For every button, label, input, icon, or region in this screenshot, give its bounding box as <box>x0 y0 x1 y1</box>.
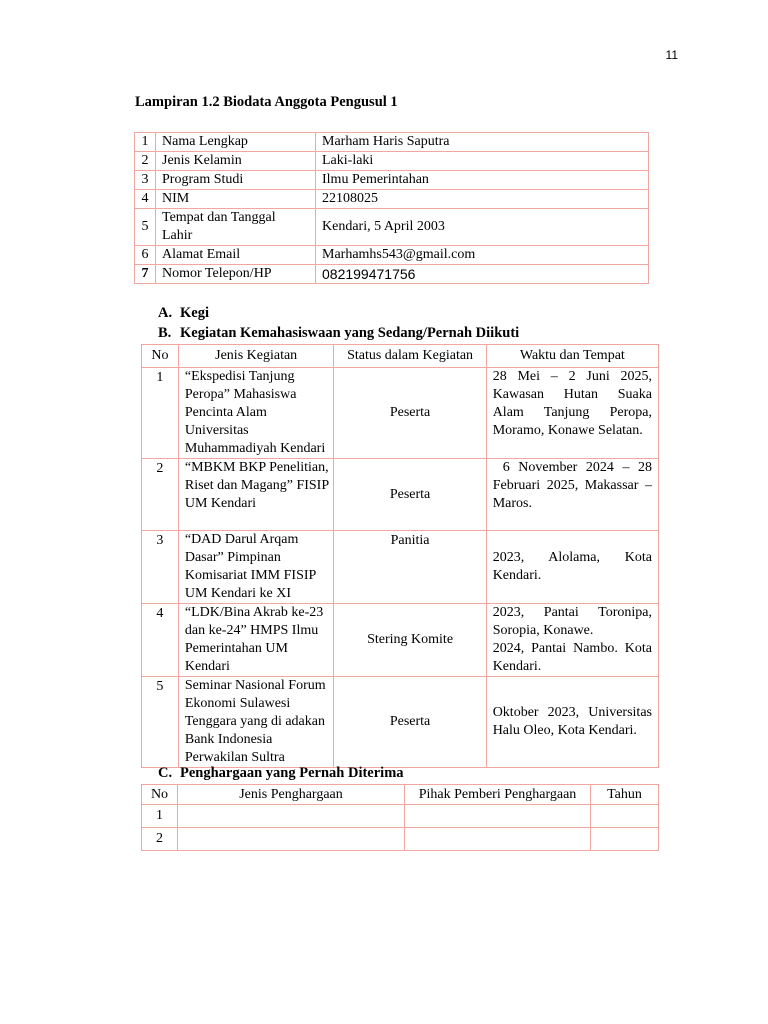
section-letter: A. <box>158 305 173 321</box>
penghargaan-table <box>141 784 659 851</box>
row-number: 4 <box>135 190 156 209</box>
activity-type: “Ekspedisi Tanjung Peropa” Mahasiswa Pencinta Alam Universitas Muhammadiyah Kendari <box>178 368 334 459</box>
award-year <box>591 828 659 851</box>
column-header: Jenis Kegiatan <box>178 345 334 368</box>
activity-type: “DAD Darul Arqam Dasar” Pimpinan Komisariat IMM FISIP UM Kendari ke XI <box>178 531 334 604</box>
table-header-row <box>142 345 659 368</box>
biodata-row <box>135 133 649 152</box>
award-year <box>591 805 659 828</box>
activity-time-place: 2023, Alolama, Kota Kendari. <box>486 531 658 604</box>
award-giver <box>405 805 591 828</box>
column-header: Pihak Pemberi Penghargaan <box>405 785 591 805</box>
activity-time-place <box>486 604 658 677</box>
table-row <box>142 531 659 604</box>
activity-time-place: 28 Mei – 2 Juni 2025, Kawasan Hutan Suaka Alam Tanjung Peropa, Moramo, Konawe Selatan. <box>486 368 658 459</box>
row-number: 5 <box>135 209 156 246</box>
section-title: Kegiatan Kemahasiswaan yang Sedang/Pernah Diikuti <box>180 325 520 341</box>
row-number: 2 <box>142 459 179 531</box>
activity-status: Peserta <box>334 677 486 768</box>
row-number: 6 <box>135 246 156 265</box>
section-heading-a <box>158 305 209 322</box>
activity-time-place-line: 2023, Pantai Toronipa, Soropia, Konawe. <box>492 605 652 638</box>
page-number: 11 <box>665 48 678 62</box>
activity-time-place: Oktober 2023, Universitas Halu Oleo, Kota Kendari. <box>486 677 658 768</box>
activity-status: Peserta <box>334 368 486 459</box>
activity-status: Stering Komite <box>334 604 486 677</box>
award-giver <box>405 828 591 851</box>
table-header-row <box>142 785 659 805</box>
column-header: Jenis Penghargaan <box>178 785 405 805</box>
field-label: Nama Lengkap <box>156 133 316 152</box>
biodata-row <box>135 246 649 265</box>
row-number: 3 <box>135 171 156 190</box>
field-label: NIM <box>156 190 316 209</box>
field-value: Marhamhs543@gmail.com <box>316 246 649 265</box>
table-row <box>142 805 659 828</box>
activity-time-place-line: 2024, Pantai Nambo. Kota Kendari. <box>492 641 652 674</box>
row-number: 5 <box>142 677 179 768</box>
field-value: Kendari, 5 April 2003 <box>316 209 649 246</box>
field-label: Jenis Kelamin <box>156 152 316 171</box>
table-row <box>142 828 659 851</box>
table-row <box>142 368 659 459</box>
table-row <box>142 677 659 768</box>
row-number: 2 <box>142 828 178 851</box>
section-title: Penghargaan yang Pernah Diterima <box>180 765 404 781</box>
biodata-row <box>135 209 649 246</box>
award-type <box>178 805 405 828</box>
column-header: Waktu dan Tempat <box>486 345 658 368</box>
section-letter: B. <box>158 325 172 341</box>
row-number: 1 <box>142 805 178 828</box>
kegiatan-table <box>141 344 659 768</box>
section-heading-b <box>158 325 519 342</box>
activity-time-place: 6 November 2024 – 28 Februari 2025, Makassar – Maros. <box>486 459 658 531</box>
field-value: Marham Haris Saputra <box>316 133 649 152</box>
field-label: Alamat Email <box>156 246 316 265</box>
field-value: Ilmu Pemerintahan <box>316 171 649 190</box>
biodata-row <box>135 171 649 190</box>
row-number: 3 <box>142 531 179 604</box>
award-type <box>178 828 405 851</box>
column-header: No <box>142 345 179 368</box>
biodata-row <box>135 265 649 284</box>
field-label: Program Studi <box>156 171 316 190</box>
field-value: 082199471756 <box>316 265 649 284</box>
row-number: 1 <box>135 133 156 152</box>
activity-status: Panitia <box>334 531 486 604</box>
table-row <box>142 459 659 531</box>
column-header: Status dalam Kegiatan <box>334 345 486 368</box>
table-row <box>142 604 659 677</box>
row-number: 2 <box>135 152 156 171</box>
biodata-table <box>134 132 649 284</box>
activity-status: Peserta <box>334 459 486 531</box>
column-header: Tahun <box>591 785 659 805</box>
section-letter: C. <box>158 765 173 781</box>
biodata-row <box>135 190 649 209</box>
activity-type: “LDK/Bina Akrab ke-23 dan ke-24” HMPS Ilmu Pemerintahan UM Kendari <box>178 604 334 677</box>
document-title: Lampiran 1.2 Biodata Anggota Pengusul 1 <box>135 94 398 110</box>
section-heading-c <box>158 765 404 782</box>
section-title: Kegi <box>180 305 209 321</box>
field-value: Laki-laki <box>316 152 649 171</box>
field-label: Tempat dan Tanggal Lahir <box>156 209 316 246</box>
row-number: 4 <box>142 604 179 677</box>
activity-type: Seminar Nasional Forum Ekonomi Sulawesi Tenggara yang di adakan Bank Indonesia Perwakilan Sultra <box>178 677 334 768</box>
biodata-row <box>135 152 649 171</box>
row-number: 7 <box>135 265 156 284</box>
activity-type: “MBKM BKP Penelitian, Riset dan Magang” FISIP UM Kendari <box>178 459 334 531</box>
row-number: 1 <box>142 368 179 459</box>
field-value: 22108025 <box>316 190 649 209</box>
column-header: No <box>142 785 178 805</box>
field-label: Nomor Telepon/HP <box>156 265 316 284</box>
